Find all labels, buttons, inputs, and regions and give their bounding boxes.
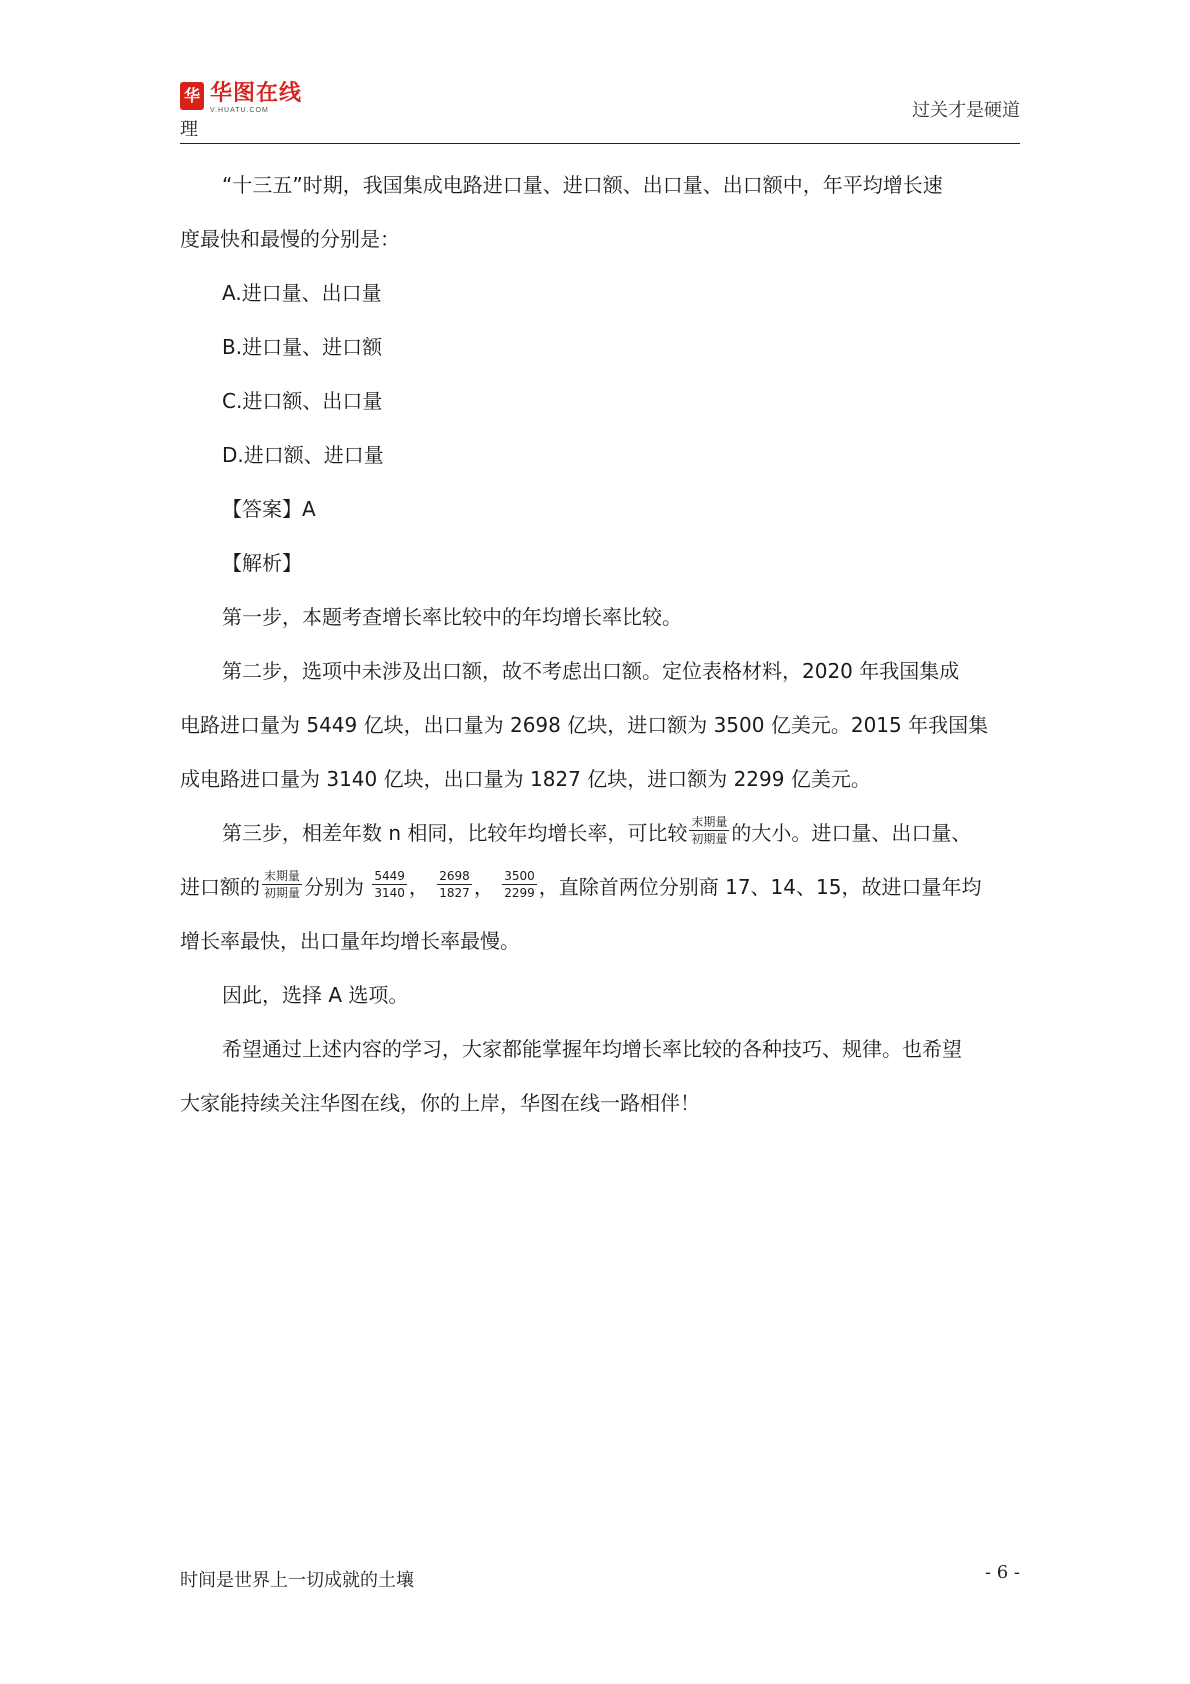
analysis-step-2-line-2: 电路进口量为 5449 亿块，出口量为 2698 亿块，进口额为 3500 亿美元。2015 年我国集 <box>180 713 989 737</box>
logo-url: V.HUATU.COM <box>210 107 269 114</box>
fraction-end-over-start <box>689 815 729 846</box>
closing-line-1: 希望通过上述内容的学习，大家都能掌握年均增长率比较的各种技巧、规律。也希望 <box>222 1037 962 1061</box>
page-number: - 6 - <box>984 1562 1020 1583</box>
separator: ， <box>408 875 429 899</box>
fraction-numerator: 末期量 <box>691 815 728 829</box>
logo-text <box>210 82 302 115</box>
question-stem-line-2: 度最快和最慢的分别是： <box>180 227 400 251</box>
logo-mark-icon: 华 <box>180 82 204 110</box>
option-c: C.进口额、出口量 <box>222 389 383 413</box>
fraction-numerator: 2698 <box>439 869 470 883</box>
step-3-text-a: 第三步，相差年数 n 相同，比较年均增长率，可比较 <box>222 821 688 845</box>
separator: ， <box>473 875 494 899</box>
step-3-text-d: 分别为 <box>304 875 365 899</box>
analysis-label: 【解析】 <box>222 551 302 575</box>
fraction-import-volume <box>372 869 407 900</box>
analysis-step-2-line-1: 第二步，选项中未涉及出口额，故不考虑出口额。定位表格材料，2020 年我国集成 <box>222 659 960 683</box>
analysis-step-3-line-1 <box>180 806 1020 860</box>
fraction-denominator: 1827 <box>439 886 470 900</box>
page-header <box>180 82 1020 142</box>
step-3-text-b: 的大小。进口量、出口量、 <box>731 821 972 845</box>
fraction-numerator: 3500 <box>504 869 535 883</box>
analysis-step-1: 第一步，本题考查增长率比较中的年均增长率比较。 <box>222 605 682 629</box>
option-d: D.进口额、进口量 <box>222 443 384 467</box>
fraction-end-over-start-2 <box>262 869 302 900</box>
analysis-conclusion: 因此，选择 A 选项。 <box>222 983 409 1007</box>
analysis-step-2-line-3: 成电路进口量为 3140 亿块，出口量为 1827 亿块，进口额为 2299 亿美元。 <box>180 767 871 791</box>
fraction-denominator: 初期量 <box>264 886 301 900</box>
question-stem-line-1: “十三五”时期，我国集成电路进口量、进口额、出口量、出口额中，年平均增长速 <box>222 173 943 197</box>
option-a: A.进口量、出口量 <box>222 281 382 305</box>
answer: 【答案】A <box>222 497 316 521</box>
analysis-step-3-line-3: 增长率最快，出口量年均增长率最慢。 <box>180 929 520 953</box>
logo-name: 华图在线 <box>210 81 303 106</box>
footer-motto: 时间是世界上一切成就的土壤 <box>180 1570 414 1591</box>
analysis-step-3-line-2 <box>180 860 1020 914</box>
fraction-denominator: 3140 <box>374 886 405 900</box>
closing-line-2: 大家能持续关注华图在线，你的上岸，华图在线一路相伴！ <box>180 1091 700 1115</box>
header-slogan: 过关才是硬道 <box>912 100 1020 121</box>
header-char: 理 <box>180 119 198 140</box>
fraction-numerator: 末期量 <box>264 869 301 883</box>
step-3-text-e: ，直除首两位分别商 17、14、15，故进口量年均 <box>538 875 982 899</box>
huatu-logo <box>180 82 302 122</box>
fraction-numerator: 5449 <box>374 869 405 883</box>
fraction-import-value <box>502 869 537 900</box>
header-divider <box>180 143 1020 144</box>
fraction-denominator: 2299 <box>504 886 535 900</box>
main-content <box>180 158 1020 1130</box>
fraction-export-volume <box>437 869 472 900</box>
option-b: B.进口量、进口额 <box>222 335 383 359</box>
fraction-denominator: 初期量 <box>691 832 728 846</box>
step-3-text-c: 进口额的 <box>180 875 260 899</box>
